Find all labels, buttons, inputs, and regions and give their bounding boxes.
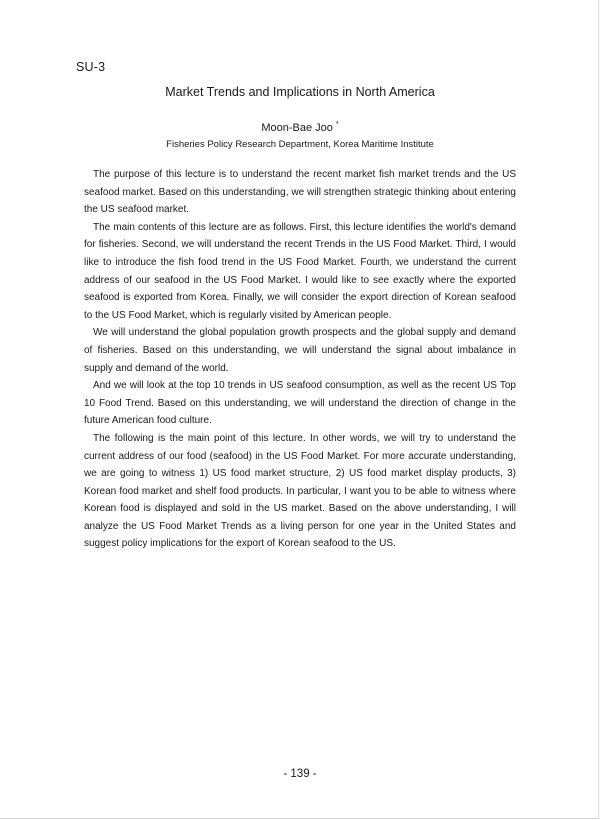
author-affiliation: Fisheries Policy Research Department, Korea Maritime Institute	[166, 139, 434, 150]
session-code: SU-3	[76, 60, 106, 74]
abstract-body	[84, 166, 516, 553]
paragraph-2: The main contents of this lecture are as follows. First, this lecture identifies the world's demand for fisheries. Second, we will understand the recent Trends in the US Food Market. Third, I would like to introduce the fish food trend in the US Food Market. Fourth, we understand the current address of our seafood in the US Food Market. I would like to see exactly where the exported seafood is exported from Korea. Finally, we will consider the export direction of Korean seafood to the US Food Market, which is regularly visited by American people.	[84, 221, 516, 321]
author-name: Moon-Bae Joo	[261, 122, 333, 134]
paragraph-1: The purpose of this lecture is to understand the recent market fish market trends and the US seafood market. Based on this understanding, we will strengthen strategic thinking about entering the US seafood market.	[84, 169, 516, 216]
paragraph-5: The following is the main point of this lecture. In other words, we will try to understand the current address of our food (seafood) in the US Food Market. For more accurate understanding, we are going to witness 1) US food market structure, 2) US food market display products, 3) Korean food market and shelf food products. In particular, I want you to be able to witness where Korean food is displayed and sold in the US market. Based on the above understanding, I will analyze the US Food Market Trends as a living person for one year in the United States and suggest policy implications for the export of Korean seafood to the US.	[84, 432, 516, 550]
author-footnote-mark: *	[335, 121, 339, 128]
document-title: Market Trends and Implications in North America	[165, 85, 435, 99]
page-number: - 139 -	[283, 768, 317, 780]
author-line	[0, 121, 600, 134]
paragraph-3: We will understand the global population growth prospects and the global supply and demand of fisheries. Based on this understanding, we will understand the signal about imbalance in supply and demand of the world.	[84, 327, 516, 374]
paragraph-4: And we will look at the top 10 trends in US seafood consumption, as well as the recent US Top 10 Food Trend. Based on this understanding, we will understand the direction of change in the future American food culture.	[84, 380, 516, 427]
